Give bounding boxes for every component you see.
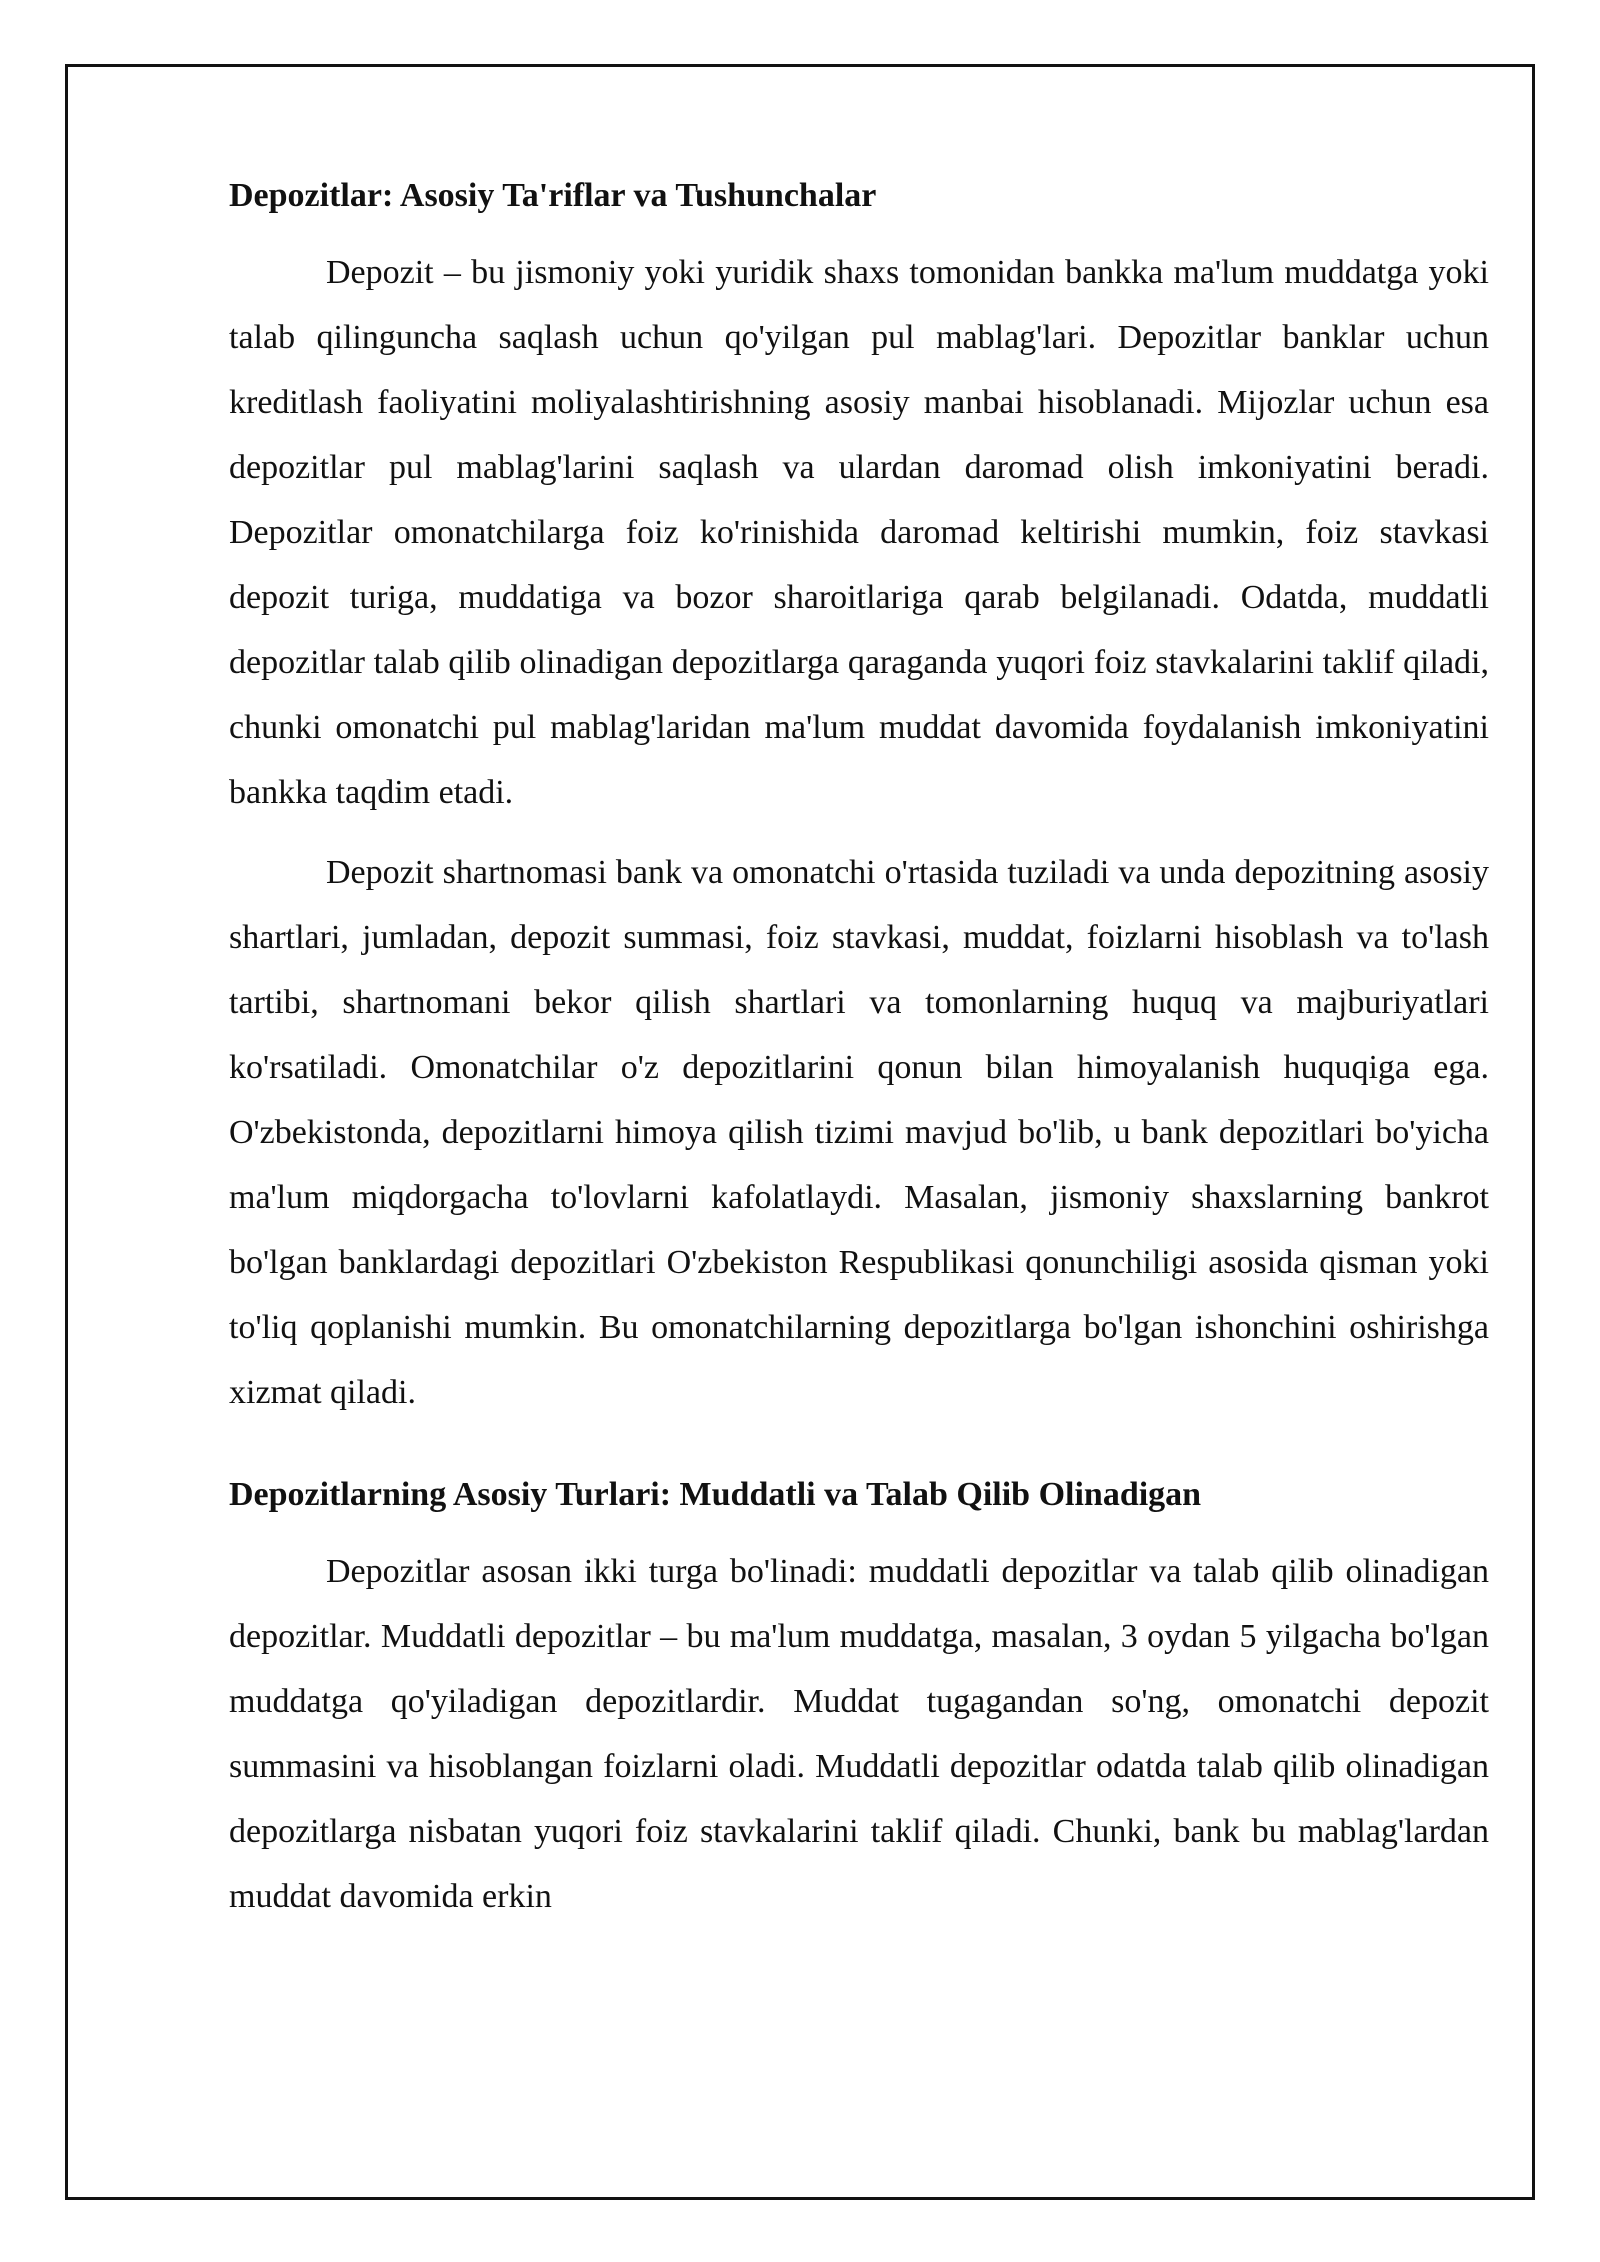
section-definitions (229, 172, 1489, 1425)
section-heading: Depozitlarning Asosiy Turlari: Muddatli va Talab Qilib Olinadigan (229, 1476, 1202, 1513)
section-types (229, 1471, 1489, 1929)
paragraph: Depozit – bu jismoniy yoki yuridik shaxs tomonidan bankka ma'lum muddatga yoki talab qilinguncha saqlash uchun qo'yilgan pul mablag'lari. Depozitlar banklar uchun kreditlash faoliyatini moliyalashtirishning asosiy manbai hisoblanadi. Mijozlar uchun esa depozitlar pul mablag'larini saqlash va ulardan daromad olish imkoniyatini beradi. Depozitlar omonatchilarga foiz ko'rinishida daromad keltirishi mumkin, foiz stavkasi depozit turiga, muddatiga va bozor sharoitlariga qarab belgilanadi. Odatda, muddatli depozitlar talab qilib olinadigan depozitlarga qaraganda yuqori foiz stavkalarini taklif qiladi, chunki omonatchi pul mablag'laridan ma'lum muddat davomida foydalanish imkoniyatini bankka taqdim etadi. (229, 254, 1489, 811)
paragraph: Depozitlar asosan ikki turga bo'linadi: muddatli depozitlar va talab qilib olinadigan depozitlar. Muddatli depozitlar – bu ma'lum muddatga, masalan, 3 oydan 5 yilgacha bo'lgan muddatga qo'yiladigan depozitlardir. Muddat tugagandan so'ng, omonatchi depozit summasini va hisoblangan foizlarni oladi. Muddatli depozitlar odatda talab qilib olinadigan depozitlarga nisbatan yuqori foiz stavkalarini taklif qiladi. Chunki, bank bu mablag'lardan muddat davomida erkin (229, 1553, 1489, 1915)
paragraph: Depozit shartnomasi bank va omonatchi o'rtasida tuziladi va unda depozitning asosiy shartlari, jumladan, depozit summasi, foiz stavkasi, muddat, foizlarni hisoblash va to'lash tartibi, shartnomani bekor qilish shartlari va tomonlarning huquq va majburiyatlari ko'rsatiladi. Omonatchilar o'z depozitlarini qonun bilan himoyalanish huquqiga ega. O'zbekistonda, depozitlarni himoya qilish tizimi mavjud bo'lib, u bank depozitlari bo'yicha ma'lum miqdorgacha to'lovlarni kafolatlaydi. Masalan, jismoniy shaxslarning bankrot bo'lgan banklardagi depozitlari O'zbekiston Respublikasi qonunchiligi asosida qisman yoki to'liq qoplanishi mumkin. Bu omonatchilarning depozitlarga bo'lgan ishonchini oshirishga xizmat qiladi. (229, 854, 1489, 1411)
section-heading: Depozitlar: Asosiy Ta'riflar va Tushunchalar (229, 177, 877, 214)
document-body (229, 172, 1489, 1944)
